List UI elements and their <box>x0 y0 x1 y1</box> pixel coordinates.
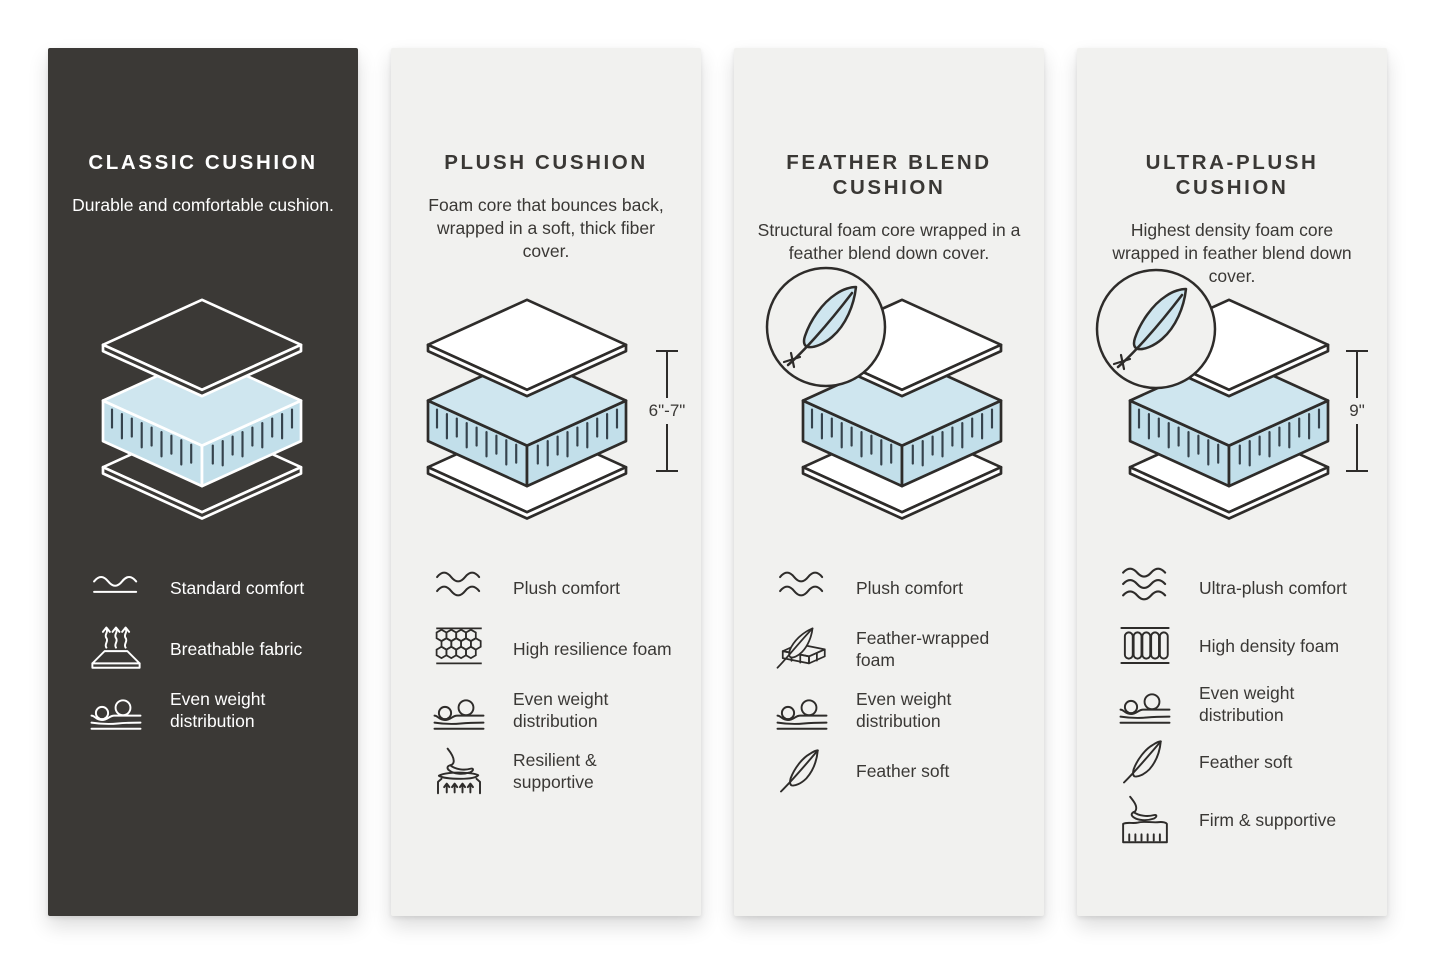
feature-ultra-plush-comfort <box>1117 563 1373 612</box>
feature-label: High resilience foam <box>513 638 672 659</box>
dimension-line <box>666 352 668 398</box>
breathable-fabric-icon <box>88 624 144 673</box>
even-weight-icon <box>1117 679 1173 728</box>
high-density-foam-icon <box>1117 621 1173 670</box>
feature-label: Feather soft <box>856 760 950 781</box>
cushion-layers-graphic <box>94 298 310 521</box>
feature-plush-comfort <box>431 563 687 612</box>
feature-breathable-fabric <box>88 624 344 673</box>
feature-firm-supportive <box>1117 795 1373 844</box>
feature-feather-wrapped-foam <box>774 624 1030 673</box>
wave-triple-icon <box>1117 563 1173 612</box>
panel-ultra-plush-cushion <box>1077 48 1387 916</box>
feather-icon <box>774 746 830 795</box>
feature-label: Firm & supportive <box>1199 809 1337 830</box>
feather-icon <box>1117 737 1173 786</box>
wave-double-icon <box>774 563 830 612</box>
panel-description: Durable and comfortable cushion. <box>72 195 334 215</box>
feature-resilient-supportive <box>431 746 687 795</box>
feature-even-weight <box>88 685 344 734</box>
dimension-line <box>666 424 668 470</box>
even-weight-icon <box>774 685 830 734</box>
feature-label: Plush comfort <box>513 577 620 598</box>
panel-classic-cushion <box>48 48 358 916</box>
feather-badge-icon <box>1094 267 1218 391</box>
feather-badge-icon <box>764 265 888 389</box>
wave-single-icon <box>88 563 144 612</box>
feature-label: Even weight distribution <box>170 688 266 731</box>
feature-label: Feather soft <box>1199 751 1293 772</box>
panel-plush-cushion <box>391 48 701 916</box>
panel-description: Highest density foam core wrapped in feather blend down cover. <box>1112 220 1352 286</box>
panel-header <box>752 150 1026 265</box>
feature-high-resilience-foam <box>431 624 687 673</box>
feature-high-density-foam <box>1117 621 1373 670</box>
feature-plush-comfort <box>774 563 1030 612</box>
feature-label: Feather-wrapped foam <box>856 627 990 670</box>
feature-label: Even weight distribution <box>856 688 952 731</box>
panel-header <box>409 150 683 263</box>
resilient-supportive-icon <box>431 746 487 795</box>
feature-label: Plush comfort <box>856 577 963 598</box>
dimension-cap <box>1346 470 1368 472</box>
dimension-label: 9" <box>1349 401 1365 420</box>
feature-feather-soft <box>1117 737 1373 786</box>
panel-title: ULTRA-PLUSH CUSHION <box>1145 151 1319 199</box>
feature-feather-soft <box>774 746 1030 795</box>
dimension-indicator <box>1327 350 1387 472</box>
feature-label: Ultra-plush comfort <box>1199 577 1347 598</box>
cushion-layers-graphic <box>419 298 635 521</box>
even-weight-icon <box>431 685 487 734</box>
dimension-line <box>1356 424 1358 470</box>
feature-standard-comfort <box>88 563 344 612</box>
panel-title: PLUSH CUSHION <box>444 151 648 174</box>
dimension-cap <box>656 470 678 472</box>
feature-list <box>1117 563 1373 844</box>
even-weight-icon <box>88 685 144 734</box>
feature-list <box>88 563 344 734</box>
feather-wrapped-foam-icon <box>774 624 830 673</box>
feature-list <box>431 563 687 795</box>
wave-double-icon <box>431 563 487 612</box>
dimension-indicator <box>637 350 697 472</box>
dimension-label: 6"-7" <box>648 401 686 420</box>
feature-label: Even weight distribution <box>1199 682 1295 725</box>
feature-label: Even weight distribution <box>513 688 609 731</box>
feature-label: Resilient & supportive <box>513 749 597 792</box>
panel-header <box>66 150 340 217</box>
feature-label: High density foam <box>1199 635 1340 656</box>
dimension-line <box>1356 352 1358 398</box>
panel-feather-blend-cushion <box>734 48 1044 916</box>
feature-even-weight <box>1117 679 1373 728</box>
firm-supportive-icon <box>1117 795 1173 844</box>
panel-description: Structural foam core wrapped in a feather blend down cover. <box>757 220 1021 263</box>
feature-label: Breathable fabric <box>170 638 303 659</box>
panel-title: CLASSIC CUSHION <box>88 151 318 174</box>
panel-description: Foam core that bounces back, wrapped in a soft, thick fiber cover. <box>428 195 664 261</box>
feature-label: Standard comfort <box>170 577 305 598</box>
honeycomb-foam-icon <box>431 624 487 673</box>
panel-title: FEATHER BLEND CUSHION <box>786 151 992 199</box>
feature-list <box>774 563 1030 795</box>
feature-even-weight <box>774 685 1030 734</box>
feature-even-weight <box>431 685 687 734</box>
